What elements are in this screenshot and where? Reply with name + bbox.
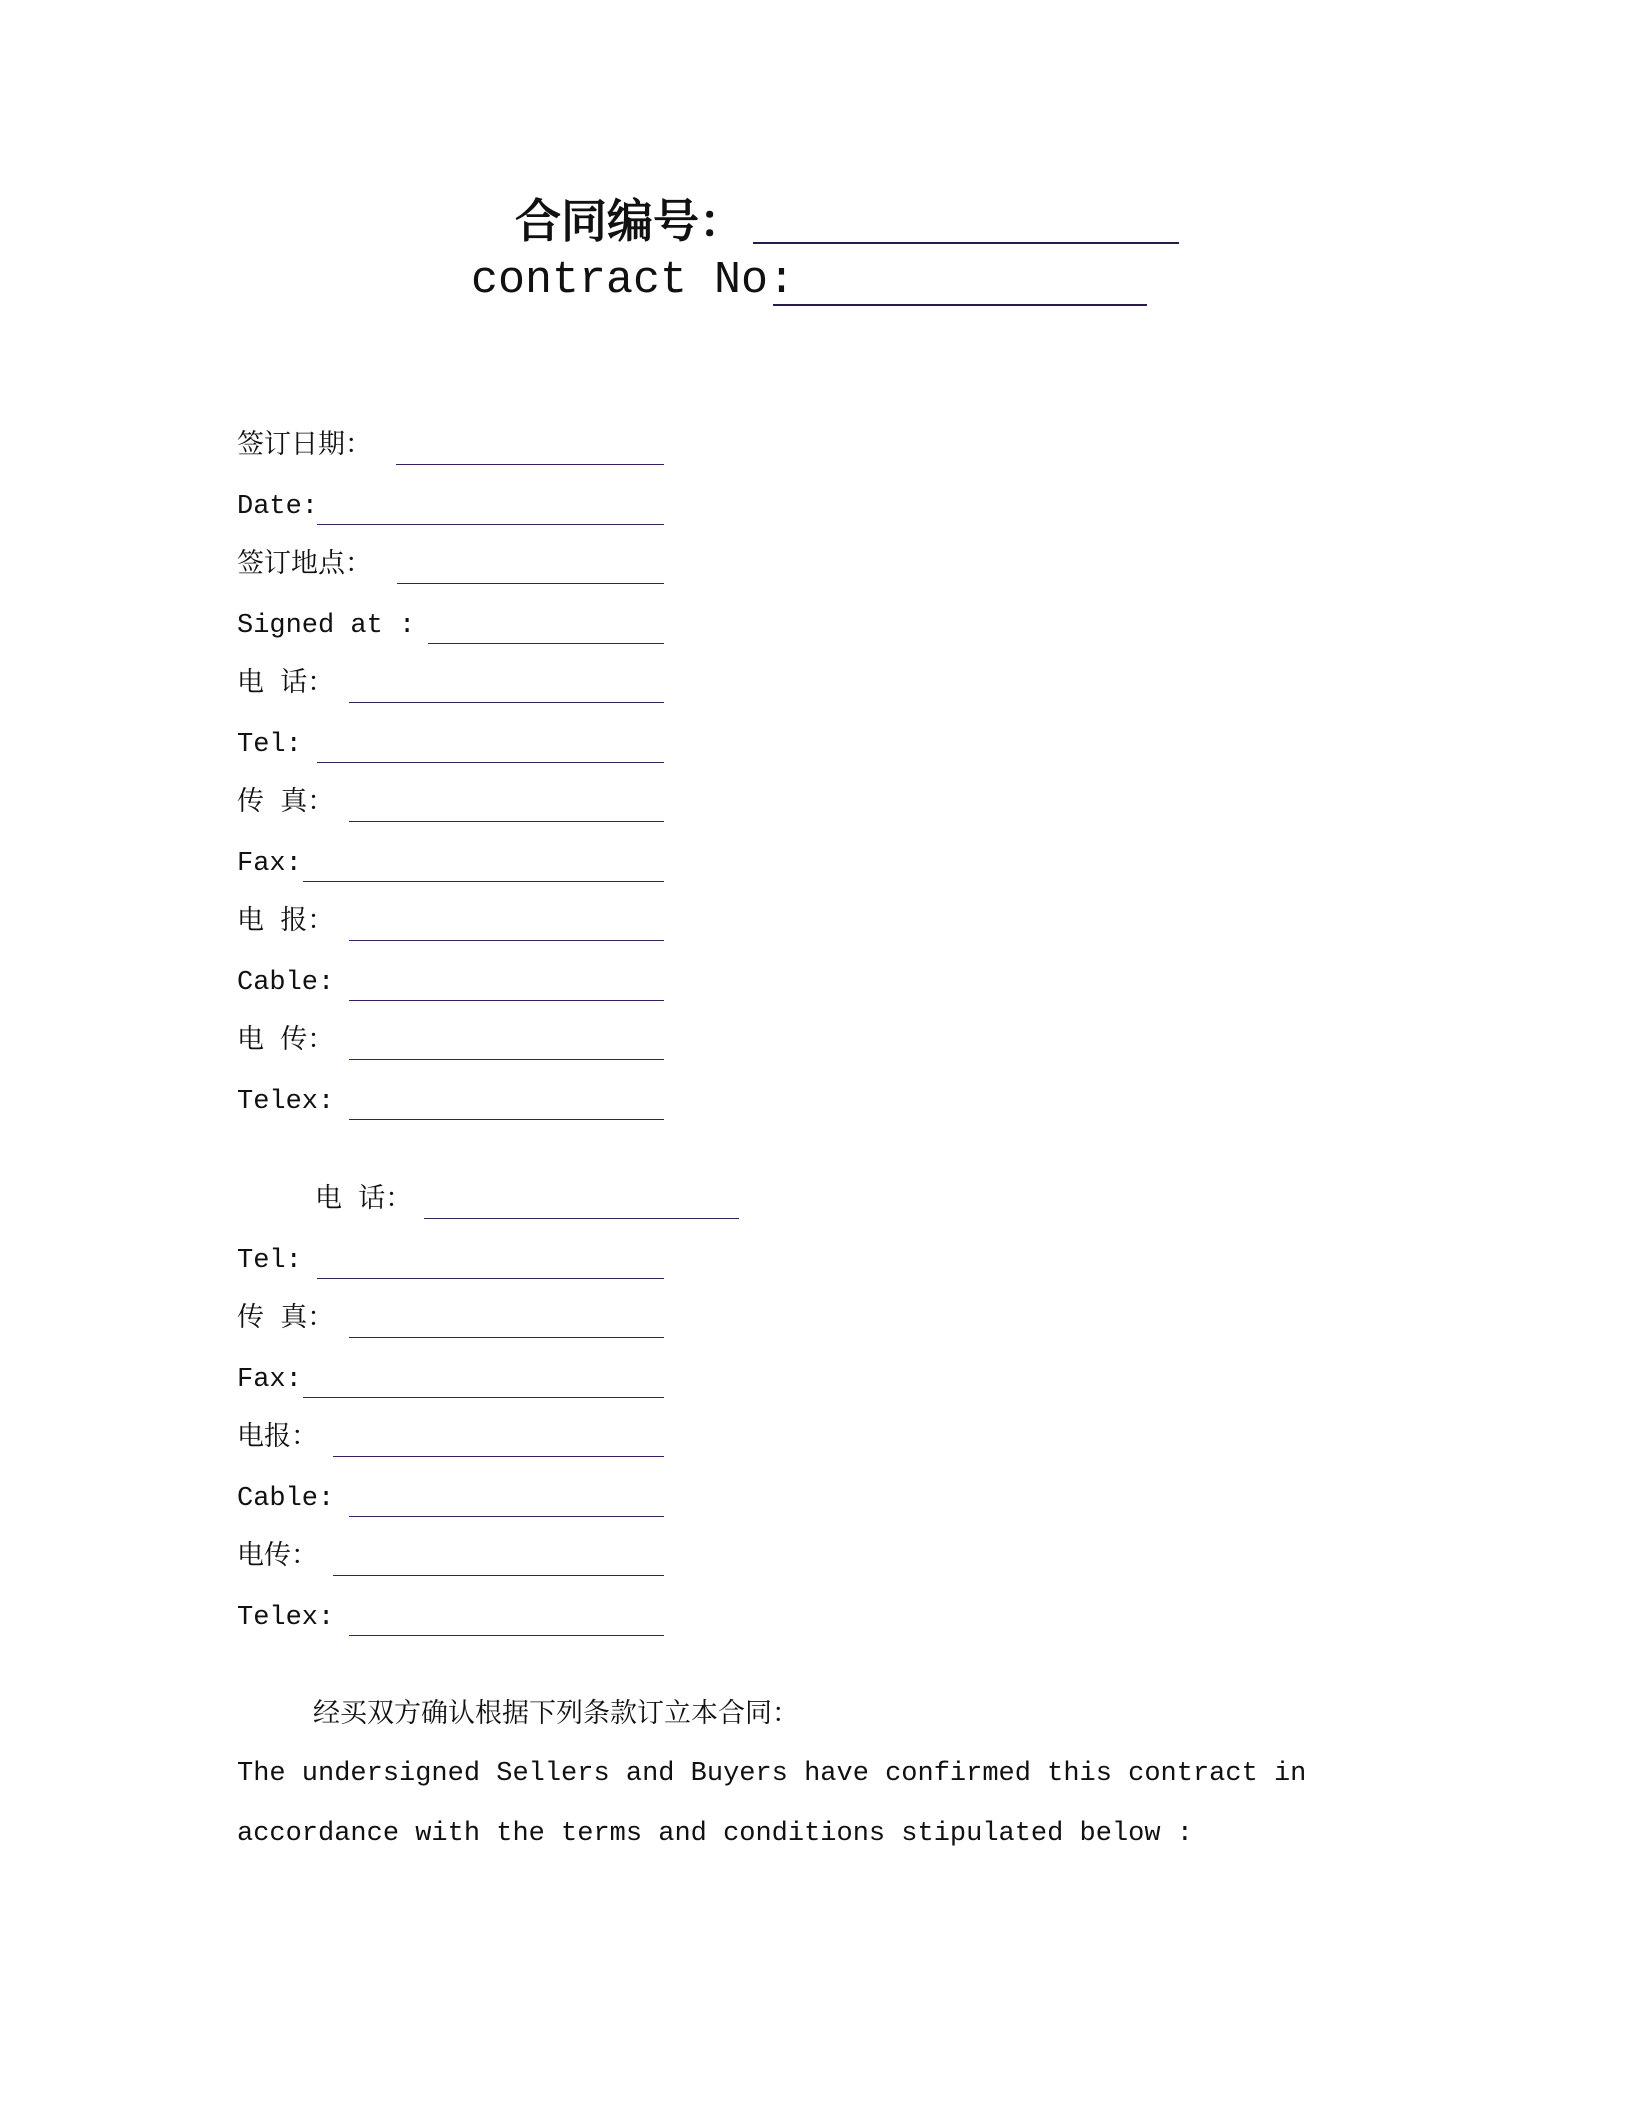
contract-number-en-field[interactable]	[773, 304, 1147, 306]
field-underline-input[interactable]	[349, 1059, 664, 1060]
field-underline-input[interactable]	[333, 1456, 664, 1457]
field-label: Cable:	[237, 1483, 335, 1514]
contract-number-cn-field[interactable]	[753, 242, 1179, 244]
field-label: 电 传：	[237, 1027, 335, 1057]
field-row	[0, 896, 900, 946]
field-underline-input[interactable]	[349, 1516, 664, 1517]
field-label: 传 真：	[237, 789, 335, 819]
field-underline-input[interactable]	[396, 464, 664, 465]
field-underline-input[interactable]	[349, 702, 664, 703]
field-underline-input[interactable]	[349, 821, 664, 822]
field-label: 签订日期：	[237, 432, 372, 462]
field-label: Fax:	[237, 848, 302, 879]
intro-cn: 经买双方确认根据下列条款订立本合同：	[313, 1698, 799, 1729]
field-row	[0, 1353, 900, 1403]
field-underline-input[interactable]	[317, 762, 664, 763]
field-row	[0, 1412, 900, 1462]
field-label: Cable:	[237, 967, 335, 998]
field-label: 电报：	[237, 1424, 318, 1454]
field-underline-input[interactable]	[333, 1575, 664, 1576]
field-label: 电 报：	[237, 908, 335, 938]
field-underline-input[interactable]	[317, 1278, 664, 1279]
field-row	[0, 956, 900, 1006]
field-row	[0, 1174, 900, 1224]
field-label: Telex:	[237, 1086, 335, 1117]
field-row	[0, 1472, 900, 1522]
field-row	[0, 1293, 900, 1343]
field-label: Signed at :	[237, 610, 416, 641]
field-label: 传 真：	[237, 1305, 335, 1335]
field-row	[0, 1591, 900, 1641]
field-underline-input[interactable]	[349, 1000, 664, 1001]
field-underline-input[interactable]	[397, 583, 664, 584]
field-row	[0, 599, 900, 649]
field-row	[0, 539, 900, 589]
field-label: Date:	[237, 491, 319, 522]
field-underline-input[interactable]	[428, 643, 664, 644]
field-row	[0, 837, 900, 887]
field-row	[0, 1075, 900, 1125]
contract-number-en-label: contract No:	[471, 255, 796, 306]
field-underline-input[interactable]	[349, 940, 664, 941]
intro-en-line-2: accordance with the terms and conditions stipulated below :	[237, 1819, 1193, 1849]
field-underline-input[interactable]	[317, 524, 664, 525]
field-underline-input[interactable]	[303, 881, 664, 882]
field-label: 电传：	[237, 1543, 318, 1573]
contract-number-cn-label: 合同编号：	[515, 194, 745, 248]
field-row	[0, 480, 900, 530]
field-label: Fax:	[237, 1364, 302, 1395]
field-underline-input[interactable]	[349, 1337, 664, 1338]
field-row	[0, 658, 900, 708]
field-row	[0, 718, 900, 768]
field-row	[0, 1234, 900, 1284]
field-label: Telex:	[237, 1602, 335, 1633]
field-label: 电 话：	[237, 670, 335, 700]
field-row	[0, 1531, 900, 1581]
field-row	[0, 777, 900, 827]
field-underline-input[interactable]	[349, 1635, 664, 1636]
field-underline-input[interactable]	[424, 1218, 739, 1219]
field-underline-input[interactable]	[349, 1119, 664, 1120]
field-label: Tel:	[237, 729, 302, 760]
field-label: 签订地点：	[237, 551, 372, 581]
field-row	[0, 420, 900, 470]
field-underline-input[interactable]	[303, 1397, 664, 1398]
intro-en-line-1: The undersigned Sellers and Buyers have confirmed this contract in	[237, 1759, 1307, 1789]
field-row	[0, 1015, 900, 1065]
field-label: 电 话：	[315, 1186, 413, 1216]
field-label: Tel:	[237, 1245, 302, 1276]
